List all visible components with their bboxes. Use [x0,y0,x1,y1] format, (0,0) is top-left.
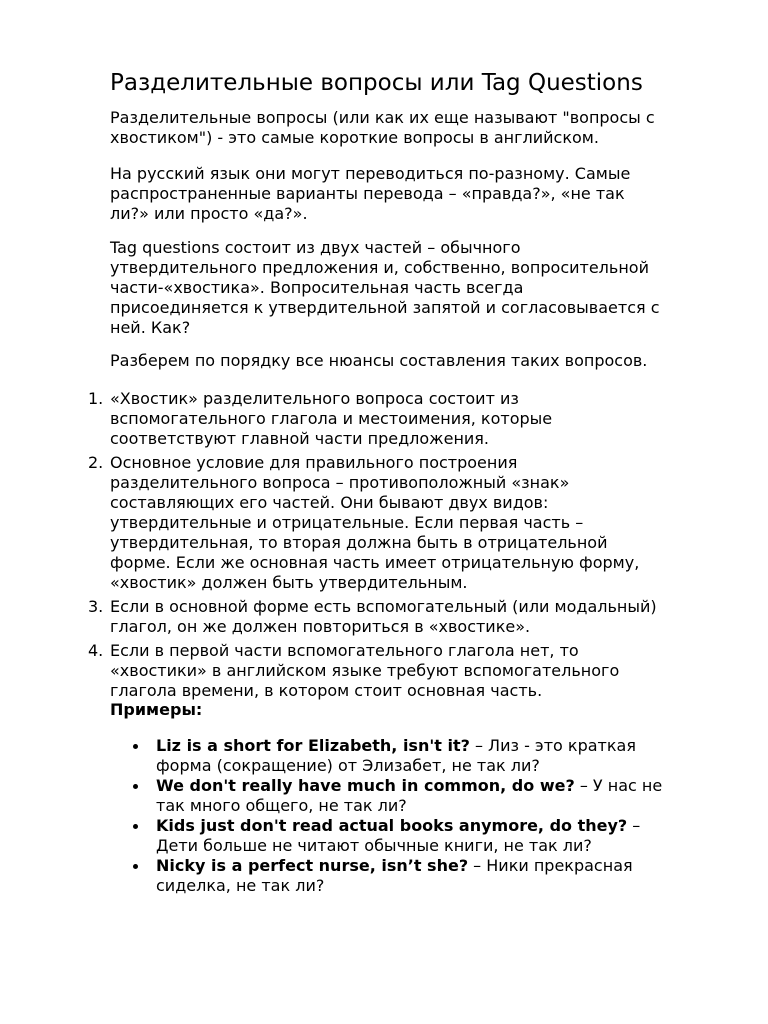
text-line [156,776,720,796]
text-line: вспомогательного глагола и местоимения, которые [110,409,553,428]
example-translation: – [627,816,641,835]
example-question: Kids just don't read actual books anymore, do they? [156,816,628,835]
example-translation: – Ники прекрасная [468,856,633,875]
example-item [130,816,720,856]
text-line: «хвостик» должен быть утвердительным. [110,573,468,592]
text-line: утвердительного предложения и, собственно, вопросительной [110,258,649,277]
list-item [88,453,718,593]
list-item [88,641,718,701]
text-line [156,856,720,876]
text-line: форме. Если же основная часть имеет отрицательную форму, [110,553,640,572]
text-line: утвердительная, то вторая должна быть в отрицательной [110,533,608,552]
text-line: разделительного вопроса – противоположный «знак» [110,473,570,492]
text-line: «Хвостик» разделительного вопроса состоит из [110,389,519,408]
example-item [130,856,720,896]
example-question: We don't really have much in common, do we? [156,776,575,795]
text-line [156,736,720,756]
text-line: глагола времени, в котором стоит основная часть. [110,681,543,700]
text-line: ней. Как? [110,318,191,337]
examples-bullet-list [130,736,720,896]
list-item [88,597,718,637]
list-number: 2. [88,453,104,472]
text-line: Разберем по порядку все нюансы составления таких вопросов. [110,351,648,370]
text-line: присоединяется к утвердительной запятой и согласовывается с [110,298,660,317]
page-title: Разделительные вопросы или Tag Questions [110,70,643,96]
list-number: 1. [88,389,104,408]
text-line: составляющих его частей. Они бывают двух видов: [110,493,549,512]
text-line: Разделительные вопросы (или как их еще называют "вопросы с [110,108,655,127]
text-line: Tag questions состоит из двух частей – обычного [110,238,521,257]
text-line: распространенные варианты перевода – «правда?», «не так [110,184,625,203]
text-line: Если в первой части вспомогательного глагола нет, то [110,641,579,660]
structure-paragraph [110,238,710,338]
bullet-icon [133,744,138,749]
text-line: соответствуют главной части предложения. [110,429,490,448]
text-line: Дети больше не читают обычные книги, не так ли? [156,836,592,855]
text-line: хвостиком") - это самые короткие вопросы в английском. [110,128,599,147]
text-line: так много общего, не так ли? [156,796,407,815]
list-item [88,389,718,449]
example-translation: – У нас не [574,776,663,795]
example-question: Liz is a short for Elizabeth, isn't it? [156,736,470,755]
overview-paragraph [110,351,710,371]
text-line: форма (сокращение) от Элизабет, не так ли? [156,756,540,775]
text-line: На русский язык они могут переводиться по-разному. Самые [110,164,631,183]
text-line: утвердительные и отрицательные. Если первая часть – [110,513,584,532]
rules-numbered-list [88,389,718,705]
examples-heading: Примеры: [110,700,203,719]
text-line: ли?» или просто «да?». [110,204,308,223]
text-line: глагол, он же должен повториться в «хвостике». [110,617,531,636]
text-line: Основное условие для правильного построения [110,453,518,472]
text-line: Если в основной форме есть вспомогательный (или модальный) [110,597,657,616]
bullet-icon [133,864,138,869]
text-line: «хвостики» в английском языке требуют вспомогательного [110,661,620,680]
bullet-icon [133,824,138,829]
text-line [156,816,720,836]
text-line: части-«хвостика». Вопросительная часть всегда [110,278,524,297]
translation-paragraph [110,164,710,224]
example-translation: – Лиз - это краткая [469,736,636,755]
intro-paragraph [110,108,710,148]
example-item [130,776,720,816]
list-number: 4. [88,641,104,660]
text-line: сиделка, не так ли? [156,876,325,895]
example-item [130,736,720,776]
example-question: Nicky is a perfect nurse, isn’t she? [156,856,469,875]
bullet-icon [133,784,138,789]
list-number: 3. [88,597,104,616]
